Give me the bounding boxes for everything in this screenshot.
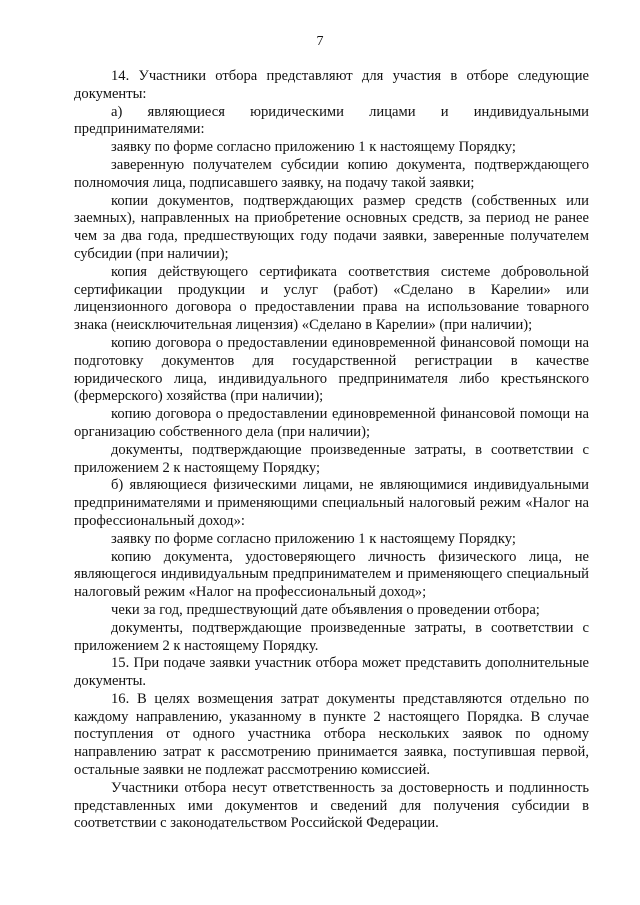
paragraph-application-form-b: заявку по форме согласно приложению 1 к настоящему Порядку; [111, 530, 516, 547]
paragraph-costs-documents-a: документы, подтверждающие произведенные затраты, в соответствии с приложением 2 к настоящему Порядку; [74, 441, 589, 476]
paragraph-registration-aid-contract: копию договора о предоставлении единовременной финансовой помощи на подготовку документов для государственной регистрации в качестве юридического лица, индивидуального предпринимателя либо крестьянского (фермерского) хозяйства (при наличии); [74, 334, 589, 405]
paragraph-responsibility: Участники отбора несут ответственность за достоверность и подлинность представленных ими документов и сведений для получения субсидии в соответствии с законодательством Российской Федерации. [74, 779, 589, 832]
subparagraph-a-heading: а) являющиеся юридическими лицами и индивидуальными предпринимателями: [74, 103, 589, 138]
paragraph-funds-copies: копии документов, подтверждающих размер средств (собственных или заемных), направленных на приобретение основных средств, за период не ранее чем за два года, предшествующих году подачи заявки, заверенные получателем субсидии (при наличии); [74, 192, 589, 262]
paragraph-costs-documents-b: документы, подтверждающие произведенные затраты, в соответствии с приложением 2 к настоящему Порядку. [74, 619, 589, 654]
subparagraph-b-heading: б) являющиеся физическими лицами, не являющимися индивидуальными предпринимателями и применяющими специальный налоговый режим «Налог на профессиональный доход»: [74, 477, 589, 529]
paragraph-16: 16. В целях возмещения затрат документы представляются отдельно по каждому направлению, указанному в пункте 2 настоящего Порядка. В случае поступления от одного участника отбора нескольких заявок по одному направлению затрат к рассмотрению принимается заявка, поступившая первой, остальные заявки не подлежат рассмотрению комиссией. [74, 690, 589, 779]
paragraph-application-form: заявку по форме согласно приложению 1 к настоящему Порядку; [111, 139, 516, 156]
page-number: 7 [316, 34, 324, 49]
paragraph-identity-copy: копию документа, удостоверяющего личность физического лица, не являющегося индивидуальным предпринимателем и применяющего специальный налоговый режим «Налог на профессиональный доход»; [74, 548, 589, 601]
paragraph-certificate-copy: копия действующего сертификата соответствия системе добровольной сертификации продукции и услуг (работ) «Сделано в Карелии» или лицензионного договора о предоставлении права на использование товарного знака (неисключительная лицензия) «Сделано в Карелии» (при наличии); [74, 263, 589, 334]
paragraph-receipts: чеки за год, предшествующий дате объявления о проведении отбора; [111, 601, 540, 618]
paragraph-14: 14. Участники отбора представляют для участия в отборе следующие документы: [74, 68, 589, 102]
paragraph-business-aid-contract: копию договора о предоставлении единовременной финансовой помощи на организацию собственного дела (при наличии); [74, 406, 589, 440]
document-body [74, 68, 589, 833]
paragraph-authority-copy: заверенную получателем субсидии копию документа, подтверждающего полномочия лица, подписавшего заявку, на подачу такой заявки; [74, 156, 589, 191]
paragraph-15: 15. При подаче заявки участник отбора может представить дополнительные документы. [74, 655, 589, 690]
